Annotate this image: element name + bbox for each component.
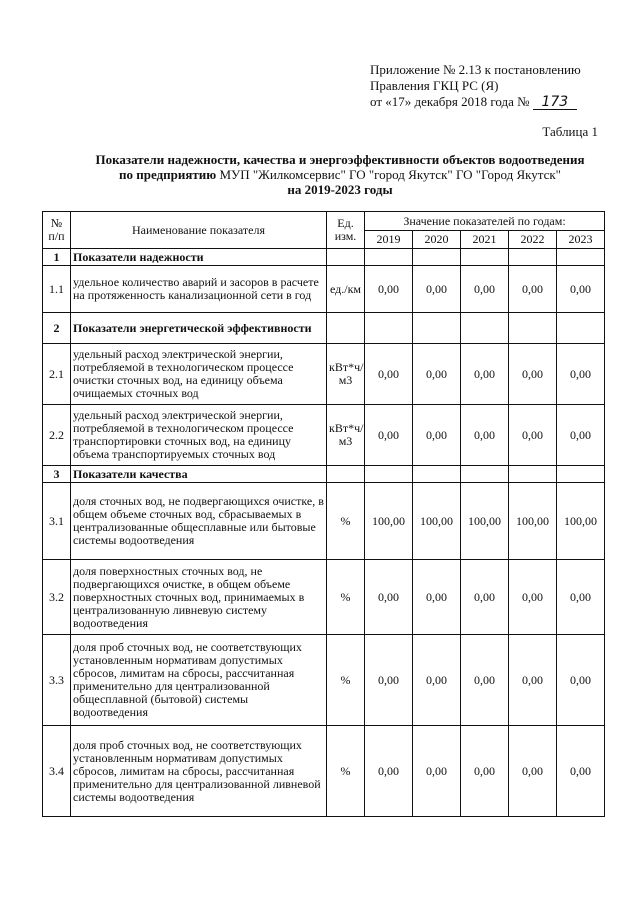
empty-cell (413, 313, 461, 344)
value-cell: 100,00 (461, 483, 509, 560)
empty-cell (327, 466, 365, 483)
value-cell: 0,00 (365, 344, 413, 405)
section-row (43, 249, 605, 266)
table-label: Таблица 1 (542, 124, 598, 139)
value-cell: 0,00 (509, 344, 557, 405)
appendix-header (370, 62, 581, 110)
empty-cell (509, 313, 557, 344)
indicator-name: удельный расход электрической энергии, потребляемой в технологическом процессе очистки сточных вод, на единицу объема очищаемых сточных вод (71, 344, 327, 405)
empty-cell (557, 466, 605, 483)
title-line-2 (60, 167, 620, 182)
value-cell: 100,00 (557, 483, 605, 560)
empty-cell (509, 466, 557, 483)
table-row (43, 726, 605, 817)
value-cell: 0,00 (365, 635, 413, 726)
row-number: 3.3 (43, 635, 71, 726)
value-cell: 0,00 (461, 266, 509, 313)
empty-cell (461, 313, 509, 344)
col-name-header: Наименование показателя (71, 212, 327, 249)
unit-cell: кВт*ч/м3 (327, 344, 365, 405)
section-title: Показатели энергетической эффективности (71, 313, 327, 344)
value-cell: 0,00 (413, 405, 461, 466)
empty-cell (413, 466, 461, 483)
empty-cell (557, 249, 605, 266)
document-title (60, 152, 620, 197)
title-line-2-plain: МУП "Жилкомсервис" ГО "город Якутск" ГО "Город Якутск" (216, 167, 561, 182)
section-number: 3 (43, 466, 71, 483)
value-cell: 0,00 (413, 266, 461, 313)
indicator-name: удельное количество аварий и засоров в расчете на протяженность канализационной сети в год (71, 266, 327, 313)
empty-cell (461, 466, 509, 483)
appendix-date-line (370, 94, 581, 110)
value-cell: 0,00 (557, 405, 605, 466)
table-row (43, 635, 605, 726)
empty-cell (461, 249, 509, 266)
unit-cell: % (327, 726, 365, 817)
indicator-name: удельный расход электрической энергии, потребляемой в технологическом процессе транспортировки сточных вод, на единицу объема транспортируемых сточных вод (71, 405, 327, 466)
empty-cell (365, 466, 413, 483)
value-cell: 0,00 (365, 266, 413, 313)
title-line-2-bold: по предприятию (119, 167, 217, 182)
value-cell: 100,00 (365, 483, 413, 560)
year-header: 2023 (557, 231, 605, 249)
section-title: Показатели качества (71, 466, 327, 483)
value-cell: 100,00 (509, 483, 557, 560)
value-cell: 100,00 (413, 483, 461, 560)
indicator-name: доля проб сточных вод, не соответствующих установленным нормативам допустимых сбросов, лимитам на сбросы, рассчитанная применительно для централизованной ливневой системы водоотведения (71, 726, 327, 817)
row-number: 3.2 (43, 560, 71, 635)
value-cell: 0,00 (365, 560, 413, 635)
year-header: 2020 (413, 231, 461, 249)
handwritten-doc-number: 173 (533, 95, 577, 110)
title-line-3: на 2019-2023 годы (287, 182, 393, 197)
value-cell: 0,00 (413, 726, 461, 817)
value-cell: 0,00 (557, 726, 605, 817)
empty-cell (365, 249, 413, 266)
indicator-name: доля поверхностных сточных вод, не подвергающихся очистке, в общем объеме поверхностных сточных вод, принимаемых в централизованную ливневую систему водоотведения (71, 560, 327, 635)
table-row (43, 560, 605, 635)
value-cell: 0,00 (509, 266, 557, 313)
value-cell: 0,00 (365, 405, 413, 466)
table-body (43, 249, 605, 817)
unit-cell: % (327, 635, 365, 726)
value-cell: 0,00 (557, 266, 605, 313)
value-cell: 0,00 (413, 344, 461, 405)
indicators-table (42, 211, 605, 817)
value-cell: 0,00 (365, 726, 413, 817)
empty-cell (413, 249, 461, 266)
section-row (43, 313, 605, 344)
col-values-header: Значение показателей по годам: (365, 212, 605, 231)
section-number: 2 (43, 313, 71, 344)
unit-cell: кВт*ч/м3 (327, 405, 365, 466)
value-cell: 0,00 (461, 344, 509, 405)
empty-cell (327, 249, 365, 266)
table-row (43, 483, 605, 560)
value-cell: 0,00 (557, 560, 605, 635)
empty-cell (327, 313, 365, 344)
unit-cell: % (327, 560, 365, 635)
row-number: 3.1 (43, 483, 71, 560)
indicator-name: доля проб сточных вод, не соответствующих установленным нормативам допустимых сбросов, лимитам на сбросы, рассчитанная применительно для централизованной общесплавной (бытовой) системы водоотведения (71, 635, 327, 726)
year-header: 2019 (365, 231, 413, 249)
section-row (43, 466, 605, 483)
year-header: 2021 (461, 231, 509, 249)
table-row (43, 266, 605, 313)
value-cell: 0,00 (413, 635, 461, 726)
row-number: 1.1 (43, 266, 71, 313)
table-row (43, 405, 605, 466)
row-number: 2.2 (43, 405, 71, 466)
value-cell: 0,00 (557, 344, 605, 405)
value-cell: 0,00 (413, 560, 461, 635)
appendix-date: от «17» декабря 2018 года № (370, 94, 530, 109)
value-cell: 0,00 (509, 635, 557, 726)
title-line-1: Показатели надежности, качества и энергоэффективности объектов водоотведения (95, 152, 585, 167)
empty-cell (365, 313, 413, 344)
col-unit-header: Ед. изм. (327, 212, 365, 249)
year-header: 2022 (509, 231, 557, 249)
empty-cell (509, 249, 557, 266)
value-cell: 0,00 (461, 405, 509, 466)
table-row (43, 344, 605, 405)
value-cell: 0,00 (509, 726, 557, 817)
value-cell: 0,00 (557, 635, 605, 726)
col-num-header: № п/п (43, 212, 71, 249)
appendix-line: Правления ГКЦ РС (Я) (370, 78, 499, 93)
value-cell: 0,00 (509, 560, 557, 635)
unit-cell: ед./км (327, 266, 365, 313)
indicator-name: доля сточных вод, не подвергающихся очистке, в общем объеме сточных вод, сбрасываемых в централизованные общесплавные или бытовые системы водоотведения (71, 483, 327, 560)
unit-cell: % (327, 483, 365, 560)
section-number: 1 (43, 249, 71, 266)
table-header-row (43, 212, 605, 231)
empty-cell (557, 313, 605, 344)
row-number: 2.1 (43, 344, 71, 405)
appendix-line: Приложение № 2.13 к постановлению (370, 62, 581, 77)
value-cell: 0,00 (509, 405, 557, 466)
value-cell: 0,00 (461, 726, 509, 817)
row-number: 3.4 (43, 726, 71, 817)
section-title: Показатели надежности (71, 249, 327, 266)
value-cell: 0,00 (461, 560, 509, 635)
value-cell: 0,00 (461, 635, 509, 726)
